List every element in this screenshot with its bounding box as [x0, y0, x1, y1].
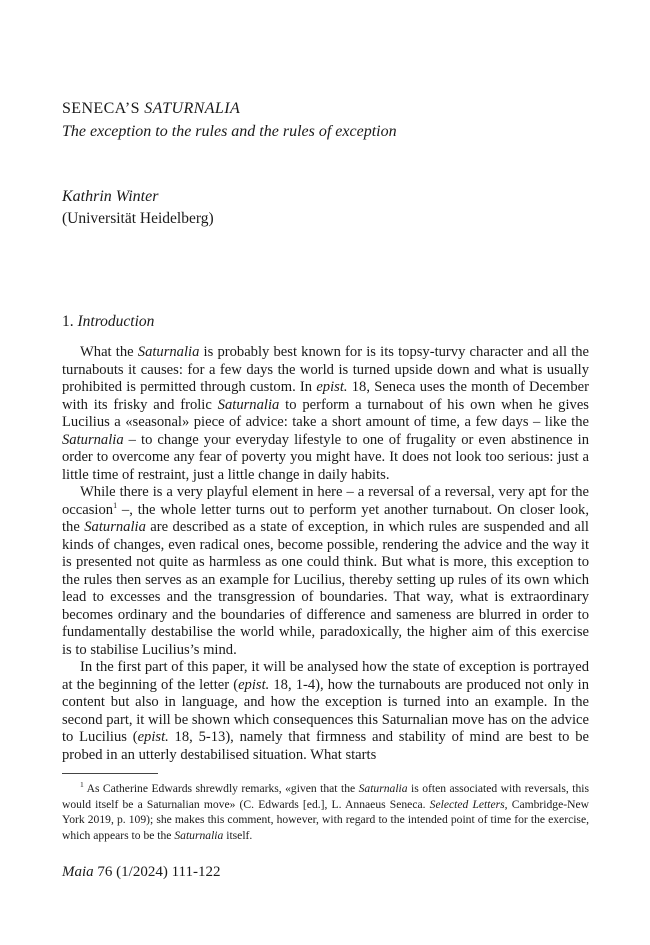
footnote [62, 781, 589, 843]
footnote-mark: 1 [80, 780, 84, 790]
body-text [62, 344, 589, 764]
italic-text: Selected Letters [429, 797, 505, 811]
title-prefix: SENECA’S [62, 100, 145, 117]
text-run: to perform a turnabout of his own when he gives Lucilius a «seasonal» piece of advice: take a short amount of time, a few days – like the [62, 396, 589, 430]
title-italic: SATURNALIA [144, 100, 241, 117]
text-run: – to change your everyday lifestyle to one of frugality or even abstinence in order to overcome any fear of poverty you might have. It does not look too serious: just a little time of restraint, just a little change in daily habits. [62, 431, 589, 483]
paper-subtitle: The exception to the rules and the rules of exception [62, 123, 397, 140]
italic-text: Saturnalia [174, 828, 224, 842]
footnote-divider [62, 773, 158, 774]
paragraph [62, 659, 589, 764]
italic-text: epist. [238, 676, 270, 693]
italic-text: Saturnalia [137, 344, 200, 360]
paragraph [62, 484, 589, 659]
italic-text: Saturnalia [62, 431, 124, 448]
author-affiliation: (Universität Heidelberg) [62, 210, 214, 227]
text-run: is often associated with reversals, this would itself be a Saturnalian move» (C. Edwards [ed.], L. Annaeus Seneca. [62, 782, 589, 811]
author-block [62, 186, 582, 230]
journal-name: Maia [62, 864, 94, 880]
italic-text: Saturnalia [358, 782, 408, 795]
text-run: While there is a very playful element in here – a reversal of a reversal, very apt for the occasion [62, 484, 589, 518]
italic-text: epist. [137, 729, 169, 745]
text-run: are described as a state of exception, in which rules are suspended and all kinds of changes, even radical ones, become possible, rendering the advice and the way it is presented not quite as harmless as one could think. But what is more, this exception to the rules then serves as an example for Lucilius, thereby setting up rules of its own which lead to excesses and the transgression of boundaries. That way, what is extraordinary becomes ordinary and the boundaries of difference and sameness are blurred in order to fundamentally destabilise the world while, paradoxically, the higher aim of this exercise is to stabilise Lucilius’s mind. [62, 519, 589, 658]
text-run: 18, Seneca uses the month of December with its frisky and frolic [62, 379, 589, 413]
text-run: What the [80, 344, 138, 360]
text-run: –, the whole letter turns out to perform yet another turnabout. On closer look, the [62, 501, 589, 535]
footnote-text [62, 782, 589, 842]
text-run: itself. [223, 828, 253, 842]
paper-title [62, 97, 582, 120]
text-run: , Cambridge-New York 2019, p. 109); she makes this comment, however, with regard to the intended point of time for the exercise, which appears to be the [62, 797, 589, 842]
author-name: Kathrin Winter [62, 188, 159, 205]
text-run: In the first part of this paper, it will be analysed how the state of exception is portrayed at the beginning of the letter ( [62, 659, 589, 693]
text-run: As Catherine Edwards shrewdly remarks, «given that the [83, 782, 359, 795]
text-run: 18, 5-13), namely that firmness and stability of mind are best to be probed in an utterly destabilised situation. What starts [62, 729, 590, 763]
journal-citation: 76 (1/2024) 111-122 [93, 864, 221, 880]
italic-text: epist. [316, 379, 348, 395]
text-run: 18, 1-4), how the turnabouts are produced not only in content but also in language, and how the exception is turned into an example. In the second part, it will be shown which consequences this Saturnalian move has on the advice to Lucilius ( [62, 676, 589, 745]
paragraph [62, 344, 589, 484]
italic-text: Saturnalia [84, 519, 146, 535]
page-footer [62, 862, 220, 882]
text-run: is probably best known for is its topsy-turvy character and all the turnabouts it causes: for a few days the world is turned upside down and what is usually prohibited is permitted through custom. In [62, 344, 589, 395]
section-title: Introduction [77, 313, 155, 330]
section-heading [62, 311, 154, 333]
section-number: 1. [62, 313, 78, 330]
footnote-reference: 1 [113, 500, 118, 510]
title-block [62, 97, 582, 143]
italic-text: Saturnalia [217, 396, 280, 413]
